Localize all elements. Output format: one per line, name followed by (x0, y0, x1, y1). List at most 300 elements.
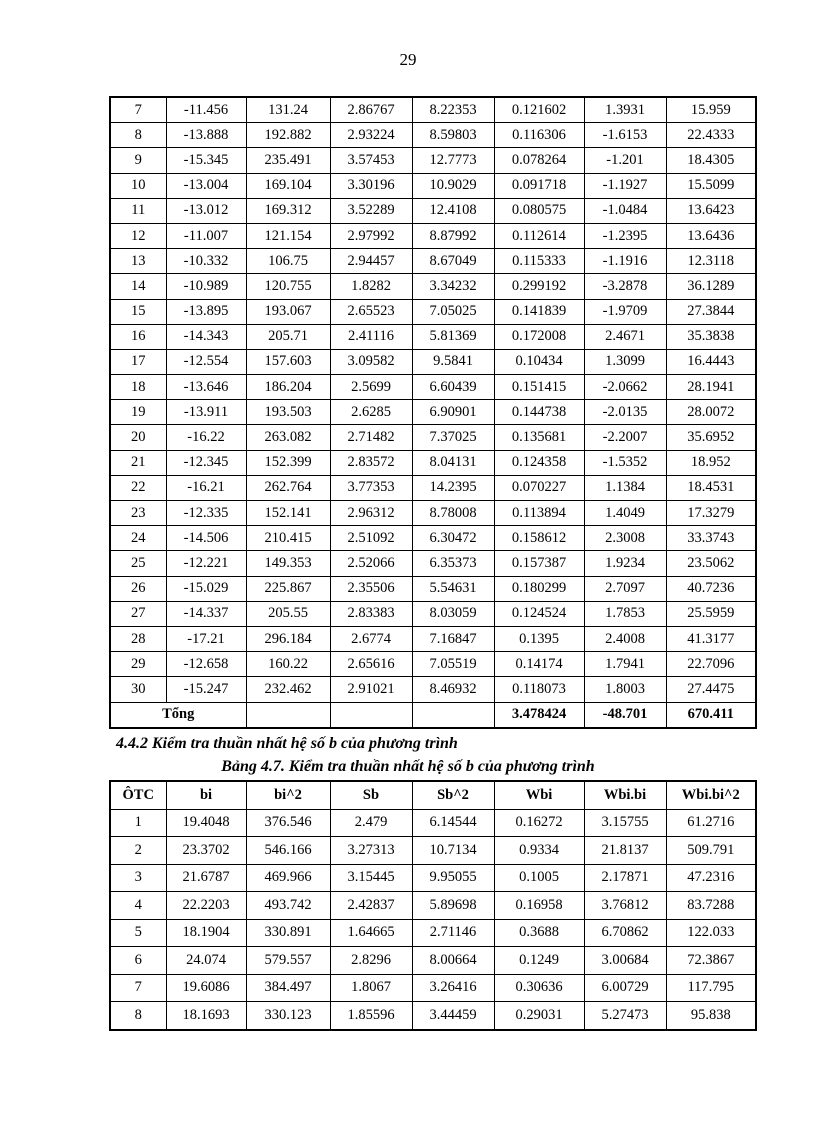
table-cell: 3.15445 (330, 864, 412, 892)
table-cell: 210.415 (246, 526, 330, 551)
table-row (110, 677, 756, 702)
column-header: Sb^2 (412, 781, 494, 809)
table-cell: 1.7853 (584, 601, 666, 626)
table-cell: 10.9029 (412, 173, 494, 198)
table-cell: 27 (110, 601, 166, 626)
table-cell: 3.76812 (584, 892, 666, 920)
table-cell: 35.6952 (666, 425, 756, 450)
total-sum-w: 3.478424 (494, 702, 584, 728)
table-cell: 106.75 (246, 249, 330, 274)
table-cell: 5.27473 (584, 1002, 666, 1030)
table-cell: 2.83572 (330, 450, 412, 475)
table-cell: 7 (110, 974, 166, 1002)
table-cell: -1.5352 (584, 450, 666, 475)
table-row (110, 475, 756, 500)
table-cell: 13.6423 (666, 198, 756, 223)
table-cell: -13.911 (166, 400, 246, 425)
table-cell: 1.7941 (584, 652, 666, 677)
table-cell: 28.0072 (666, 400, 756, 425)
table-cell: 16.4443 (666, 349, 756, 374)
table-cell: 0.070227 (494, 475, 584, 500)
table-cell (246, 702, 330, 728)
table-cell: 0.1249 (494, 947, 584, 975)
table-cell: -10.989 (166, 274, 246, 299)
column-header: bi^2 (246, 781, 330, 809)
table-cell: 2.71482 (330, 425, 412, 450)
table-cell: 0.1395 (494, 626, 584, 651)
table-cell: 36.1289 (666, 274, 756, 299)
table-row (110, 223, 756, 248)
table-row (110, 892, 756, 920)
table-cell: 10 (110, 173, 166, 198)
table-cell: -12.221 (166, 551, 246, 576)
table-cell: 0.157387 (494, 551, 584, 576)
table-cell: 205.71 (246, 324, 330, 349)
table-cell: 0.124524 (494, 601, 584, 626)
table-cell: 2.4008 (584, 626, 666, 651)
table-cell: -16.21 (166, 475, 246, 500)
table-row (110, 809, 756, 837)
table-cell: 19.6086 (166, 974, 246, 1002)
table-cell: 122.033 (666, 919, 756, 947)
table-row (110, 148, 756, 173)
table-cell: 23.3702 (166, 837, 246, 865)
table-cell: 3.52289 (330, 198, 412, 223)
table-cell: 0.116306 (494, 123, 584, 148)
table-cell: 21 (110, 450, 166, 475)
table-cell: 5.54631 (412, 576, 494, 601)
table-cell: 0.124358 (494, 450, 584, 475)
table-cell: 2.65616 (330, 652, 412, 677)
table-cell: 149.353 (246, 551, 330, 576)
table-cell: 2.93224 (330, 123, 412, 148)
column-header: Sb (330, 781, 412, 809)
table-cell: -14.506 (166, 526, 246, 551)
table-cell: -14.337 (166, 601, 246, 626)
table-cell: 186.204 (246, 375, 330, 400)
table-cell: 152.399 (246, 450, 330, 475)
table-cell: 1.64665 (330, 919, 412, 947)
table-cell: 21.8137 (584, 837, 666, 865)
table-cell: 493.742 (246, 892, 330, 920)
table-cell: 2.65523 (330, 299, 412, 324)
table-cell: 0.9334 (494, 837, 584, 865)
table-cell: 0.078264 (494, 148, 584, 173)
total-sum-wb2: 670.411 (666, 702, 756, 728)
table-cell: 1.3099 (584, 349, 666, 374)
table-cell: 0.10434 (494, 349, 584, 374)
table-cell: 6.35373 (412, 551, 494, 576)
table-cell: 18.1693 (166, 1002, 246, 1030)
table-cell: -15.345 (166, 148, 246, 173)
table-cell: 6.14544 (412, 809, 494, 837)
table-cell: 22.7096 (666, 652, 756, 677)
table-cell: -13.646 (166, 375, 246, 400)
table-row (110, 198, 756, 223)
table-cell: 22 (110, 475, 166, 500)
table-cell: 20 (110, 425, 166, 450)
table-cell: 12.4108 (412, 198, 494, 223)
table-cell: 232.462 (246, 677, 330, 702)
table-cell: 7.05025 (412, 299, 494, 324)
table-row (110, 299, 756, 324)
table2-header-row (110, 781, 756, 809)
table-cell: 579.557 (246, 947, 330, 975)
table-cell: 1.8003 (584, 677, 666, 702)
table-cell: 330.891 (246, 919, 330, 947)
table-cell: 1.9234 (584, 551, 666, 576)
table-cell: 3.09582 (330, 349, 412, 374)
table-cell: 95.838 (666, 1002, 756, 1030)
table-cell: 193.503 (246, 400, 330, 425)
table-cell: 22.4333 (666, 123, 756, 148)
table-row (110, 837, 756, 865)
table-cell: 18.4531 (666, 475, 756, 500)
table-row (110, 974, 756, 1002)
table-row (110, 375, 756, 400)
table-cell: 24 (110, 526, 166, 551)
table-cell: 8.22353 (412, 97, 494, 123)
table-cell: 28 (110, 626, 166, 651)
table-cell: 6.60439 (412, 375, 494, 400)
table-cell: 0.180299 (494, 576, 584, 601)
table-cell: 21.6787 (166, 864, 246, 892)
table-cell: 22.2203 (166, 892, 246, 920)
table-cell: -13.012 (166, 198, 246, 223)
table-cell: 1.4049 (584, 501, 666, 526)
table-row (110, 274, 756, 299)
table-cell: 2.51092 (330, 526, 412, 551)
table-cell: 23.5062 (666, 551, 756, 576)
table-cell: 1.1384 (584, 475, 666, 500)
table-cell: 5 (110, 919, 166, 947)
table-cell: 8 (110, 123, 166, 148)
table-row (110, 501, 756, 526)
table-cell: 160.22 (246, 652, 330, 677)
table-cell: 120.755 (246, 274, 330, 299)
table-cell: 14.2395 (412, 475, 494, 500)
table-cell: -11.456 (166, 97, 246, 123)
table-cell: 2.83383 (330, 601, 412, 626)
table-cell: 0.29031 (494, 1002, 584, 1030)
table-cell: 61.2716 (666, 809, 756, 837)
table-cell: -13.004 (166, 173, 246, 198)
b-homogeneity-table (109, 780, 757, 1031)
table-cell: 3.34232 (412, 274, 494, 299)
table-cell: 9.95055 (412, 864, 494, 892)
table-cell: -2.2007 (584, 425, 666, 450)
table-cell: 1.85596 (330, 1002, 412, 1030)
table-row (110, 349, 756, 374)
table-cell: 12.7773 (412, 148, 494, 173)
table-cell: 2.7097 (584, 576, 666, 601)
table-cell: 6.90901 (412, 400, 494, 425)
table-cell: 24.074 (166, 947, 246, 975)
table-cell: 8.78008 (412, 501, 494, 526)
table-cell: 2.91021 (330, 677, 412, 702)
table-cell: 0.121602 (494, 97, 584, 123)
column-header: bi (166, 781, 246, 809)
table-cell: 33.3743 (666, 526, 756, 551)
table-cell: 0.151415 (494, 375, 584, 400)
total-sum-wb: -48.701 (584, 702, 666, 728)
table-cell: -3.2878 (584, 274, 666, 299)
table-cell: 8.46932 (412, 677, 494, 702)
table-cell: 2.41116 (330, 324, 412, 349)
table-cell: 169.312 (246, 198, 330, 223)
column-header: Wbi.bi (584, 781, 666, 809)
table-cell: 2.17871 (584, 864, 666, 892)
table-cell: 0.080575 (494, 198, 584, 223)
total-label: Tổng (110, 702, 246, 728)
table-cell: 3.57453 (330, 148, 412, 173)
table-cell: 8.59803 (412, 123, 494, 148)
table-row (110, 400, 756, 425)
table-cell: 3.44459 (412, 1002, 494, 1030)
table-cell: 6.00729 (584, 974, 666, 1002)
table-cell: 263.082 (246, 425, 330, 450)
table-row (110, 919, 756, 947)
table-cell: -10.332 (166, 249, 246, 274)
table-cell: 10.7134 (412, 837, 494, 865)
table-cell: 1 (110, 809, 166, 837)
table-cell: -16.22 (166, 425, 246, 450)
table1-body (110, 97, 756, 702)
total-row (110, 702, 756, 728)
table-cell: 27.3844 (666, 299, 756, 324)
table-cell: 13 (110, 249, 166, 274)
table-cell: 3.30196 (330, 173, 412, 198)
table-cell: -1.1916 (584, 249, 666, 274)
table-cell: 2.86767 (330, 97, 412, 123)
table-cell: 0.16958 (494, 892, 584, 920)
table-cell: 27.4475 (666, 677, 756, 702)
table-cell: -1.9709 (584, 299, 666, 324)
table-cell: 2.8296 (330, 947, 412, 975)
table-row (110, 425, 756, 450)
table-caption: Bảng 4.7. Kiểm tra thuần nhất hệ số b của phương trình (221, 758, 595, 775)
table-cell: 8.67049 (412, 249, 494, 274)
table-cell: 7 (110, 97, 166, 123)
table-cell: 225.867 (246, 576, 330, 601)
table-cell: 376.546 (246, 809, 330, 837)
table-row (110, 249, 756, 274)
table-cell: -12.554 (166, 349, 246, 374)
table-cell: 2 (110, 837, 166, 865)
table-cell: 262.764 (246, 475, 330, 500)
page-number: 29 (399, 50, 417, 69)
table-cell: -14.343 (166, 324, 246, 349)
table-cell (412, 702, 494, 728)
table-cell: 6.70862 (584, 919, 666, 947)
table-cell: -15.247 (166, 677, 246, 702)
table-cell: 469.966 (246, 864, 330, 892)
table-cell: 2.42837 (330, 892, 412, 920)
table-cell: 9 (110, 148, 166, 173)
table-row (110, 324, 756, 349)
table-cell: 41.3177 (666, 626, 756, 651)
table-cell: 384.497 (246, 974, 330, 1002)
table-cell: 157.603 (246, 349, 330, 374)
table-cell: 3.00684 (584, 947, 666, 975)
table-cell: 6.30472 (412, 526, 494, 551)
table-cell: 23 (110, 501, 166, 526)
table-row (110, 626, 756, 651)
table-cell: 17.3279 (666, 501, 756, 526)
table-cell: 117.795 (666, 974, 756, 1002)
table-cell: 16 (110, 324, 166, 349)
table-cell: 235.491 (246, 148, 330, 173)
table-cell: 0.135681 (494, 425, 584, 450)
table-cell: 26 (110, 576, 166, 601)
table-cell: 15.5099 (666, 173, 756, 198)
table-cell: 29 (110, 652, 166, 677)
table-row (110, 947, 756, 975)
table-cell: 8.03059 (412, 601, 494, 626)
table-cell: 0.158612 (494, 526, 584, 551)
table-row (110, 551, 756, 576)
table-cell: 12.3118 (666, 249, 756, 274)
table-cell: 18.1904 (166, 919, 246, 947)
table-row (110, 97, 756, 123)
table-cell: 0.16272 (494, 809, 584, 837)
table-cell: 47.2316 (666, 864, 756, 892)
table-cell: 0.115333 (494, 249, 584, 274)
table-row (110, 1002, 756, 1030)
section-heading: 4.4.2 Kiểm tra thuần nhất hệ số b của phương trình (116, 735, 458, 752)
table-cell: 2.35506 (330, 576, 412, 601)
table-cell: 3.26416 (412, 974, 494, 1002)
table-cell: 2.6774 (330, 626, 412, 651)
table-cell: -2.0662 (584, 375, 666, 400)
table-cell: 0.141839 (494, 299, 584, 324)
table-cell: -2.0135 (584, 400, 666, 425)
table-cell: 28.1941 (666, 375, 756, 400)
table-cell: 19.4048 (166, 809, 246, 837)
table-cell: 2.97992 (330, 223, 412, 248)
table-cell: 509.791 (666, 837, 756, 865)
table-row (110, 526, 756, 551)
table-cell: 0.144738 (494, 400, 584, 425)
table-cell: 1.8282 (330, 274, 412, 299)
table-cell: 7.37025 (412, 425, 494, 450)
table-cell: 3.27313 (330, 837, 412, 865)
table-cell: 2.3008 (584, 526, 666, 551)
table-cell: 330.123 (246, 1002, 330, 1030)
table-cell: 30 (110, 677, 166, 702)
table-cell: 25 (110, 551, 166, 576)
table-cell: 2.94457 (330, 249, 412, 274)
table-cell: 2.52066 (330, 551, 412, 576)
table-cell: 7.05519 (412, 652, 494, 677)
table-cell: 2.96312 (330, 501, 412, 526)
table-cell: 83.7288 (666, 892, 756, 920)
table-cell: 1.3931 (584, 97, 666, 123)
table-cell: 19 (110, 400, 166, 425)
column-header: Wbi.bi^2 (666, 781, 756, 809)
table-cell: 8.00664 (412, 947, 494, 975)
table-cell: 0.3688 (494, 919, 584, 947)
table-cell: 3.77353 (330, 475, 412, 500)
table-cell: 40.7236 (666, 576, 756, 601)
table-cell: 15 (110, 299, 166, 324)
table-cell: -1.6153 (584, 123, 666, 148)
table-cell: -1.1927 (584, 173, 666, 198)
table-cell: 0.113894 (494, 501, 584, 526)
table-cell: 0.091718 (494, 173, 584, 198)
table-cell: 0.14174 (494, 652, 584, 677)
table-cell: 15.959 (666, 97, 756, 123)
table-cell: 7.16847 (412, 626, 494, 651)
table-cell: -12.658 (166, 652, 246, 677)
table-cell: -12.335 (166, 501, 246, 526)
table-cell: -11.007 (166, 223, 246, 248)
table-cell: 18.952 (666, 450, 756, 475)
table-cell: 4 (110, 892, 166, 920)
table-cell: 2.71146 (412, 919, 494, 947)
table-cell: 205.55 (246, 601, 330, 626)
table-row (110, 652, 756, 677)
table-row (110, 450, 756, 475)
table-cell: 192.882 (246, 123, 330, 148)
table-row (110, 576, 756, 601)
table-cell: 13.6436 (666, 223, 756, 248)
table-cell: 169.104 (246, 173, 330, 198)
table-cell: 0.299192 (494, 274, 584, 299)
column-header: ÔTC (110, 781, 166, 809)
table-cell: -1.0484 (584, 198, 666, 223)
table-cell: 2.479 (330, 809, 412, 837)
table-cell: 8.87992 (412, 223, 494, 248)
table-cell: 0.112614 (494, 223, 584, 248)
table-cell: -13.895 (166, 299, 246, 324)
data-table-continued (109, 96, 757, 729)
table-cell: -1.2395 (584, 223, 666, 248)
table-cell: 0.118073 (494, 677, 584, 702)
table-cell: 1.8067 (330, 974, 412, 1002)
table-row (110, 173, 756, 198)
table-cell: 35.3838 (666, 324, 756, 349)
table-cell: 11 (110, 198, 166, 223)
table-cell: -1.201 (584, 148, 666, 173)
table-row (110, 123, 756, 148)
table-cell: 2.5699 (330, 375, 412, 400)
table-cell: 18.4305 (666, 148, 756, 173)
table-cell: 5.81369 (412, 324, 494, 349)
table-cell: -15.029 (166, 576, 246, 601)
table-cell: 72.3867 (666, 947, 756, 975)
table-cell: -17.21 (166, 626, 246, 651)
table-cell: 0.172008 (494, 324, 584, 349)
table-cell: 0.30636 (494, 974, 584, 1002)
table-cell: 8.04131 (412, 450, 494, 475)
table-cell: 25.5959 (666, 601, 756, 626)
table-cell: 3 (110, 864, 166, 892)
table-cell: 2.4671 (584, 324, 666, 349)
table-cell: 3.15755 (584, 809, 666, 837)
table-cell: 12 (110, 223, 166, 248)
table-cell: 121.154 (246, 223, 330, 248)
table-row (110, 864, 756, 892)
table-cell: 6 (110, 947, 166, 975)
table-cell: 193.067 (246, 299, 330, 324)
table-cell: 131.24 (246, 97, 330, 123)
table-cell: -12.345 (166, 450, 246, 475)
table2-body (110, 809, 756, 1030)
table-cell (330, 702, 412, 728)
table-cell: -13.888 (166, 123, 246, 148)
table-cell: 9.5841 (412, 349, 494, 374)
